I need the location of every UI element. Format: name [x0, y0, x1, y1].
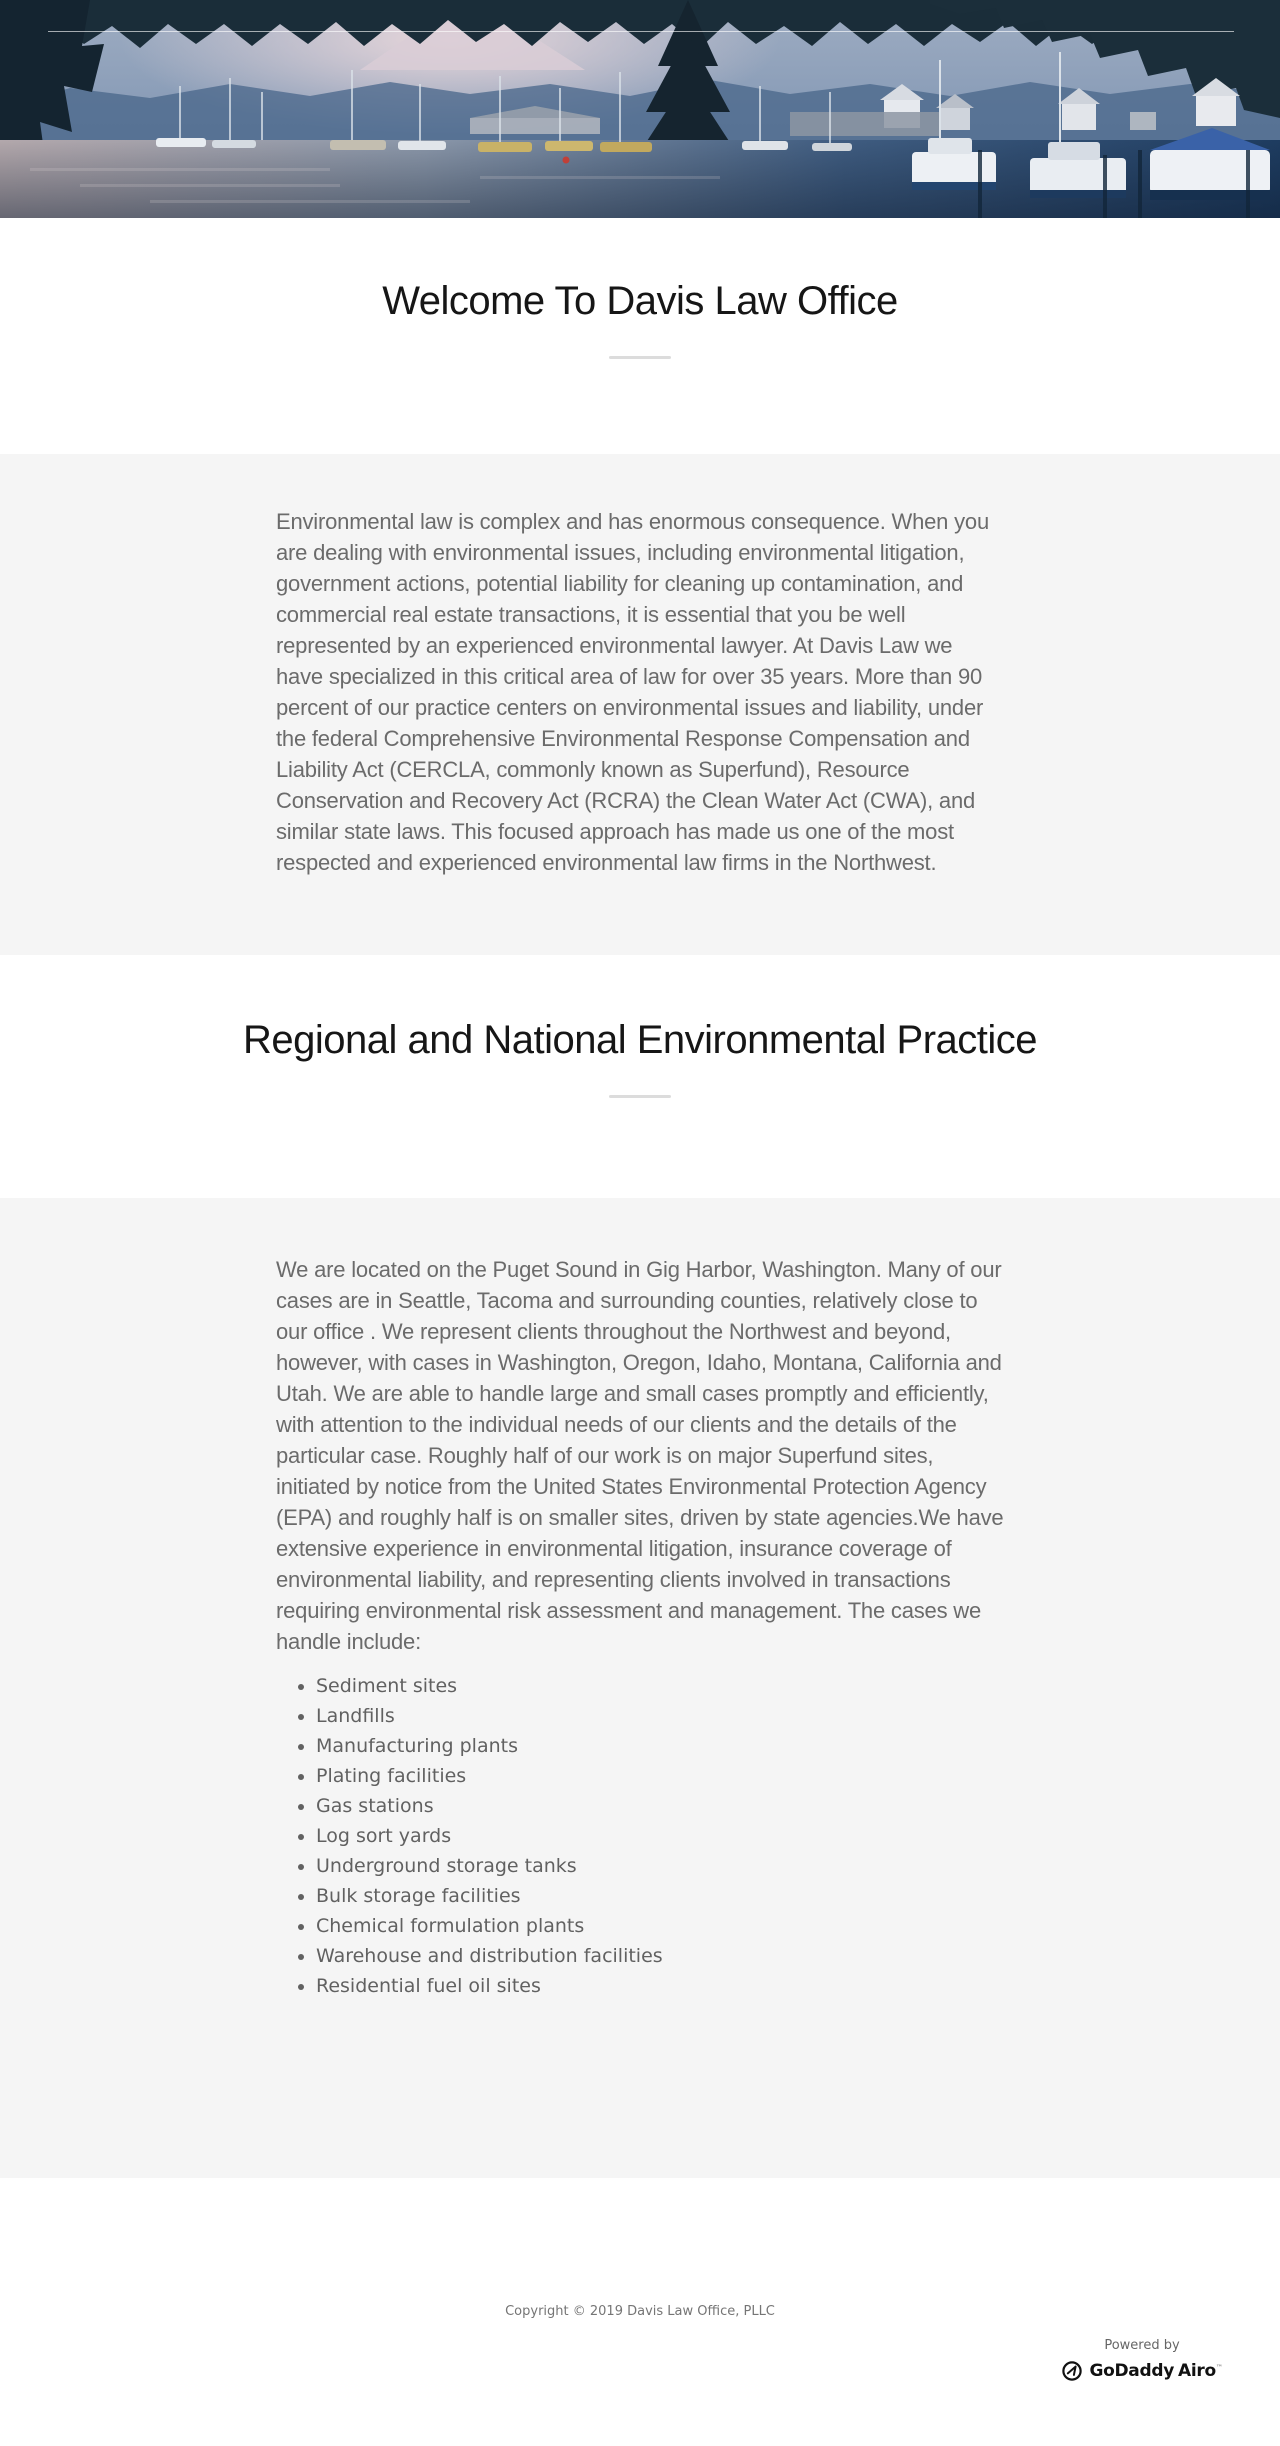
list-item: • Residential fuel oil sites	[316, 1971, 1004, 2001]
list-item: • Manufacturing plants	[316, 1731, 1004, 1761]
list-item: • Log sort yards	[316, 1821, 1004, 1851]
page-footer	[0, 2178, 1280, 2446]
list-item: • Sediment sites	[316, 1671, 1004, 1701]
list-item: • Gas stations	[316, 1791, 1004, 1821]
list-item: • Warehouse and distribution facilities	[316, 1941, 1004, 1971]
intro-paragraph: Environmental law is complex and has enormous consequence. When you are dealing with environmental issues, including environmental litigation, government actions, potential liability for cleaning up contamination, and commercial real estate transactions, it is essential that you be well represented by an experienced environmental lawyer. At Davis Law we have specialized in this critical area of law for over 35 years. More than 90 percent of our practice centers on environmental issues and liability, under the federal Comprehensive Environmental Response Compensation and Liability Act (CERCLA, commonly known as Superfund), Resource Conservation and Recovery Act (RCRA) the Clean Water Act (CWA), and similar state laws. This focused approach has made us one of the most respected and experienced environmental law firms in the Northwest.	[276, 509, 989, 875]
header-divider-line	[48, 31, 1234, 32]
brand-suffix: Airo	[1178, 2361, 1216, 2381]
list-item: • Chemical formulation plants	[316, 1911, 1004, 1941]
welcome-section	[0, 218, 1280, 454]
list-item: • Underground storage tanks	[316, 1851, 1004, 1881]
section-divider	[609, 1095, 671, 1098]
regional-practice-section	[0, 1198, 1280, 2178]
brand-name: GoDaddy	[1089, 2361, 1174, 2381]
copyright-text: Copyright © 2019 Davis Law Office, PLLC	[505, 2304, 775, 2319]
case-types-list	[276, 1671, 1004, 2001]
powered-by-label: Powered by	[1104, 2338, 1180, 2353]
practice-section-title: Regional and National Environmental Practice	[242, 1018, 1037, 1062]
brand-wordmark	[1089, 2361, 1222, 2381]
godaddy-badge[interactable]	[1062, 2338, 1222, 2382]
intro-section	[0, 454, 1280, 955]
list-item: • Bulk storage facilities	[316, 1881, 1004, 1911]
practice-heading-section	[0, 955, 1280, 1198]
hero-banner	[0, 0, 1280, 218]
section-divider	[609, 356, 671, 359]
list-item: • Plating facilities	[316, 1761, 1004, 1791]
page-title: Welcome To Davis Law Office	[382, 279, 898, 323]
godaddy-logo-icon	[1061, 2360, 1083, 2382]
regional-paragraph: We are located on the Puget Sound in Gig Harbor, Washington. Many of our cases are in Seattle, Tacoma and surrounding counties, relatively close to our office . We represent clients throughout the Northwest and beyond, however, with cases in Washington, Oregon, Idaho, Montana, California and Utah. We are able to handle large and small cases promptly and efficiently, with attention to the individual needs of our clients and the details of the particular case. Roughly half of our work is on major Superfund sites, initiated by notice from the United States Environmental Protection Agency (EPA) and roughly half is on smaller sites, driven by state agencies.We have extensive experience in environmental litigation, insurance coverage of environmental liability, and representing clients involved in transactions requiring environmental risk assessment and management. The cases we handle include:	[276, 1257, 1004, 1654]
trademark-symbol: ™	[1215, 2363, 1223, 2372]
list-item: • Landfills	[316, 1701, 1004, 1731]
harbor-photo	[0, 0, 1280, 218]
